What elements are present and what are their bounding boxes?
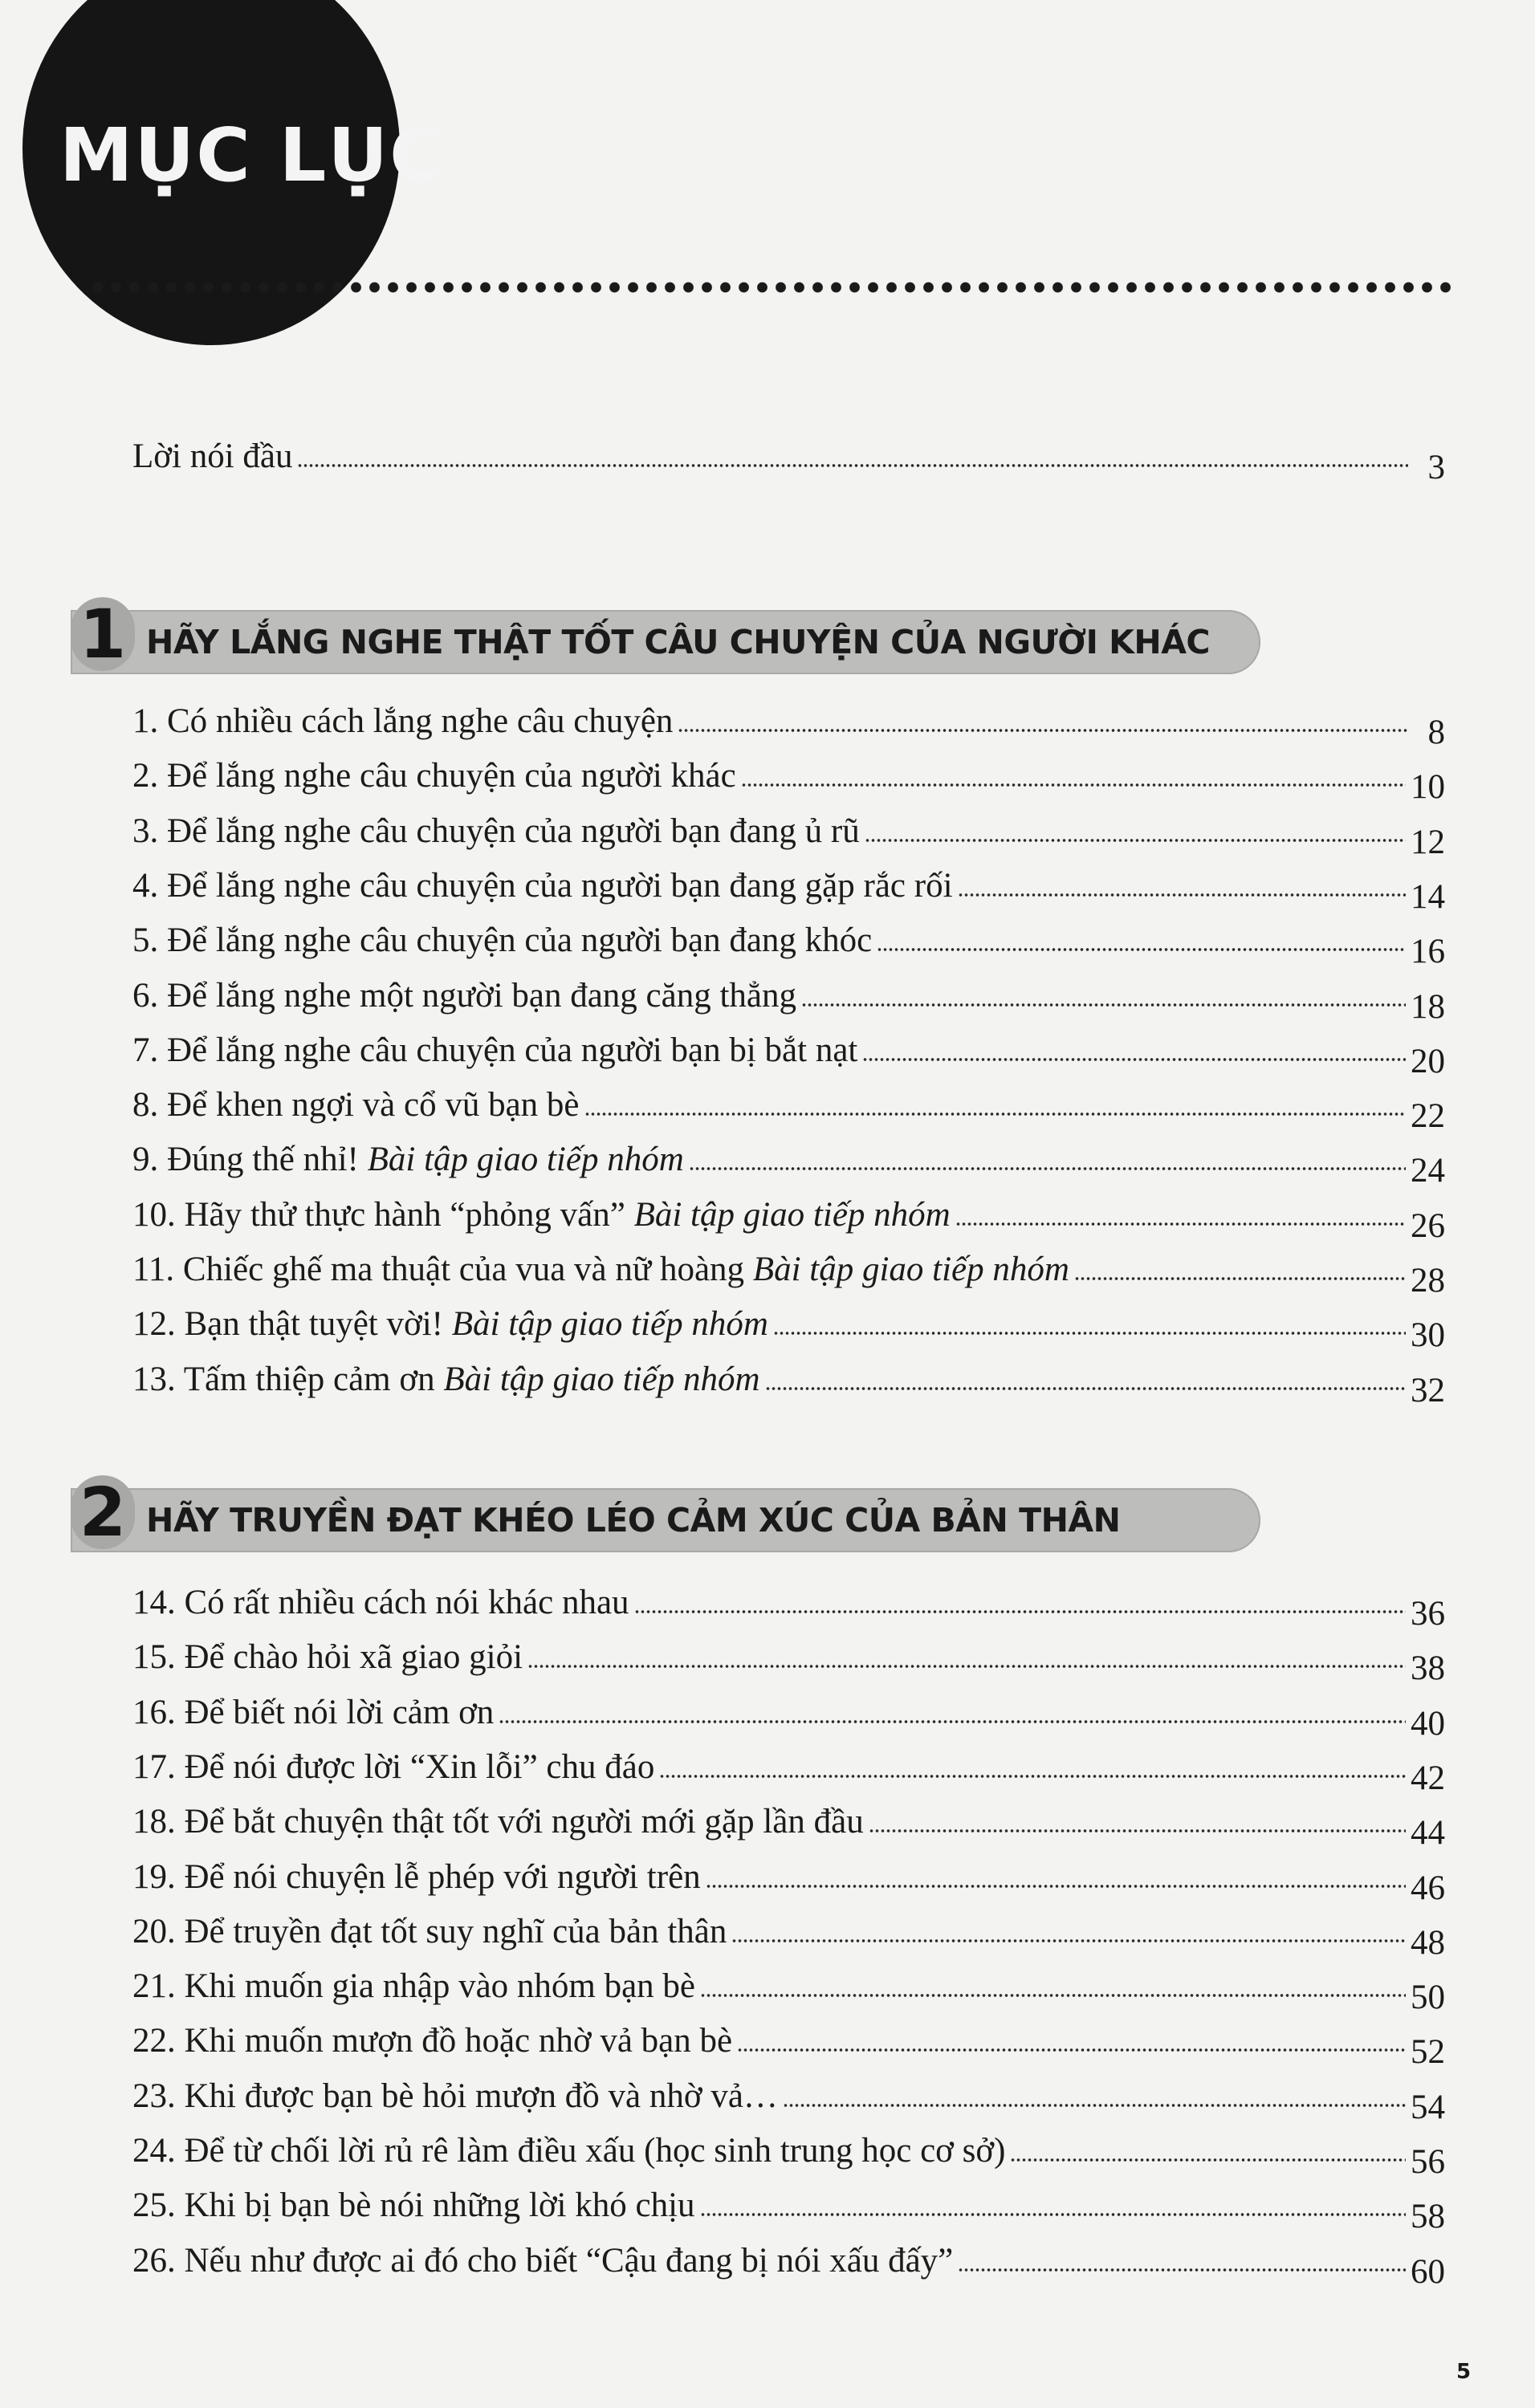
toc-entry — [132, 1846, 1445, 1907]
toc-title-text: 15. Để chào hỏi xã giao giỏi — [132, 1638, 523, 1677]
page-number: 5 — [1456, 2360, 1472, 2384]
dot-leader — [869, 1829, 1406, 1832]
section-title: HÃY LẮNG NGHE THẬT TỐT CÂU CHUYỆN CỦA NGƯỜI KHÁC — [146, 623, 1211, 661]
toc-entry — [132, 1901, 1445, 1962]
dot-leader — [634, 1610, 1406, 1613]
dot-leader — [801, 1003, 1406, 1007]
toc-entry — [132, 909, 1445, 971]
toc-title — [132, 759, 736, 793]
dot-leader — [584, 1112, 1406, 1116]
toc-entry — [132, 1293, 1445, 1355]
toc-title-text: 25. Khi bị bạn bè nói những lời khó chịu — [132, 2186, 695, 2225]
toc-title-text: 4. Để lắng nghe câu chuyện của người bạn đang gặp rắc rối — [132, 866, 953, 905]
dot-leader — [737, 2048, 1406, 2052]
dot-leader — [741, 783, 1406, 787]
toc-title-text: 9. Đúng thế nhỉ! — [132, 1141, 368, 1179]
toc-title-text: 3. Để lắng nghe câu chuyện của người bạn đang ủ rũ — [132, 811, 860, 850]
toc-page-number: 20 — [1411, 1042, 1445, 1080]
toc-page-number: 8 — [1427, 714, 1445, 751]
toc-title — [132, 2188, 695, 2223]
toc-entry — [132, 800, 1445, 861]
toc-title-note: Bài tập giao tiếp nhóm — [752, 1251, 1069, 1288]
toc-entry — [132, 2065, 1445, 2126]
toc-title-text: 2. Để lắng nghe câu chuyện của người khác — [132, 757, 736, 795]
dot-leader — [773, 1332, 1406, 1335]
section-title: HÃY TRUYỀN ĐẠT KHÉO LÉO CẢM XÚC CỦA BẢN THÂN — [146, 1501, 1121, 1540]
toc-entry — [132, 1019, 1445, 1080]
toc-title — [132, 1195, 951, 1234]
dot-leader — [499, 1720, 1406, 1723]
toc-title — [132, 1695, 494, 1730]
dot-leader — [958, 893, 1406, 897]
toc-entry — [132, 1184, 1445, 1245]
toc-title-note: Bài tập giao tiếp nhóm — [633, 1195, 951, 1234]
toc-page-number: 3 — [1427, 449, 1445, 486]
toc-title — [132, 1252, 1069, 1287]
toc-page-number: 36 — [1411, 1595, 1445, 1633]
page-title: MỤC LỤC — [59, 112, 446, 198]
toc-title-text: 11. Chiếc ghế ma thuật của vua và nữ hoàng — [132, 1251, 753, 1288]
toc-entry — [132, 965, 1445, 1026]
toc-page-number: 38 — [1411, 1649, 1445, 1688]
toc-title — [132, 923, 872, 958]
dot-leader — [955, 1222, 1406, 1226]
dot-leader — [731, 1939, 1406, 1942]
toc-title — [132, 2133, 1005, 2168]
toc-title-text: 23. Khi được bạn bè hỏi mượn đồ và nhờ vả… — [132, 2076, 778, 2115]
toc-entry — [132, 2120, 1445, 2181]
toc-title-text: 20. Để truyền đạt tốt suy nghĩ của bản thân — [132, 1912, 727, 1950]
toc-title — [132, 1086, 580, 1125]
toc-title-text: 10. Hãy thử thực hành “phỏng vấn” — [132, 1195, 634, 1234]
toc-page-number: 40 — [1411, 1704, 1445, 1743]
toc-title — [132, 1033, 857, 1068]
toc-page-number: 44 — [1411, 1814, 1445, 1853]
toc-page-number: 16 — [1411, 933, 1445, 971]
toc-title — [132, 1747, 655, 1786]
dot-leader — [958, 2268, 1406, 2272]
toc-preface — [132, 425, 1445, 486]
toc-title — [132, 2243, 953, 2278]
toc-entry — [132, 1626, 1445, 1688]
toc-entry — [132, 690, 1445, 751]
dotted-divider — [88, 278, 1453, 297]
dot-leader — [765, 1387, 1407, 1390]
dot-leader — [659, 1775, 1406, 1778]
dot-leader — [706, 1885, 1406, 1888]
section-number: 2 — [71, 1475, 135, 1549]
toc-page-number: 48 — [1411, 1923, 1445, 1962]
toc-title — [132, 1585, 629, 1620]
toc-page-number: 52 — [1411, 2033, 1445, 2072]
toc-title-text: 22. Khi muốn mượn đồ hoặc nhờ vả bạn bè — [132, 2022, 733, 2060]
toc-title — [132, 868, 953, 903]
toc-title — [132, 1914, 727, 1949]
toc-title — [132, 1804, 864, 1839]
toc-entry — [132, 1074, 1445, 1136]
dot-leader — [865, 839, 1406, 842]
toc-title-text: 21. Khi muốn gia nhập vào nhóm bạn bè — [132, 1967, 696, 2006]
dot-leader — [1010, 2158, 1406, 2162]
toc-entry — [132, 1129, 1445, 1190]
toc-page-number: 14 — [1411, 877, 1445, 916]
dot-leader — [297, 464, 1408, 467]
toc-page-number: 46 — [1411, 1869, 1445, 1907]
toc-title-note: Bài tập giao tiếp nhóm — [443, 1360, 760, 1398]
toc-title-text: 12. Bạn thật tuyệt vời! — [132, 1305, 452, 1344]
toc-title — [132, 1142, 684, 1177]
toc-entry — [132, 2230, 1445, 2291]
toc-title-text: 6. Để lắng nghe một người bạn đang căng thẳng — [132, 976, 797, 1015]
toc-entry — [132, 1791, 1445, 1853]
toc-title — [132, 978, 796, 1013]
toc-entry — [132, 2174, 1445, 2236]
dot-leader — [877, 948, 1406, 951]
toc-page-number: 30 — [1411, 1316, 1445, 1355]
toc-entry — [132, 745, 1445, 807]
toc-entry — [132, 1682, 1445, 1743]
toc-title — [132, 1305, 768, 1344]
toc-entry — [132, 1348, 1445, 1409]
toc-title-text: 17. Để nói được lời “Xin lỗi” chu đáo — [132, 1747, 655, 1786]
toc-page-number: 10 — [1411, 768, 1445, 807]
toc-title-text: 19. Để nói chuyện lễ phép với người trên — [132, 1857, 701, 1896]
dot-leader — [783, 2104, 1406, 2107]
dot-leader — [1074, 1277, 1406, 1280]
toc-title-text: 26. Nếu như được ai đó cho biết “Cậu đang bị nói xấu đấy” — [132, 2241, 954, 2280]
toc-page-number: 18 — [1411, 987, 1445, 1026]
toc-page-number: 28 — [1411, 1262, 1445, 1300]
toc-title-note: Bài tập giao tiếp nhóm — [451, 1305, 768, 1344]
toc-page-number: 58 — [1411, 2198, 1445, 2236]
toc-page-number: 42 — [1411, 1759, 1445, 1797]
toc-title-text: 24. Để từ chối lời rủ rê làm điều xấu (học sinh trung học cơ sở) — [132, 2132, 1006, 2170]
toc-title-text: 7. Để lắng nghe câu chuyện của người bạn bị bắt nạt — [132, 1031, 858, 1069]
toc-title — [132, 1362, 760, 1397]
dot-leader — [678, 729, 1408, 732]
dot-leader — [689, 1167, 1406, 1170]
dot-leader — [700, 1994, 1406, 1997]
dot-leader — [527, 1665, 1406, 1668]
dot-leader — [862, 1058, 1406, 1061]
toc-page-number: 12 — [1411, 823, 1445, 861]
section-number: 1 — [71, 597, 135, 671]
toc-page-number: 56 — [1411, 2143, 1445, 2181]
toc-entry — [132, 1736, 1445, 1797]
toc-page-number: 54 — [1411, 2088, 1445, 2126]
toc-title — [132, 1857, 701, 1896]
toc-entry — [132, 1572, 1445, 1633]
toc-title-text: 5. Để lắng nghe câu chuyện của người bạn đang khóc — [132, 921, 873, 960]
toc-title-note: Bài tập giao tiếp nhóm — [367, 1141, 684, 1179]
toc-title-text: 8. Để khen ngợi và cổ vũ bạn bè — [132, 1086, 580, 1125]
toc-title: Lời nói đầu — [132, 437, 293, 475]
toc-page-number: 32 — [1411, 1371, 1445, 1409]
toc-entry — [132, 855, 1445, 916]
toc-title-text: 13. Tấm thiệp cảm ơn — [132, 1360, 444, 1398]
toc-page-number: 22 — [1411, 1097, 1445, 1136]
toc-entry — [132, 2010, 1445, 2072]
toc-title — [132, 811, 860, 850]
toc-title-text: 14. Có rất nhiều cách nói khác nhau — [132, 1584, 629, 1621]
toc-entry — [132, 1955, 1445, 2017]
toc-page-number: 26 — [1411, 1206, 1445, 1245]
toc-title-text: 1. Có nhiều cách lắng nghe câu chuyện — [132, 702, 674, 740]
toc-page-number: 50 — [1411, 1979, 1445, 2017]
toc-title — [132, 2024, 732, 2058]
toc-page-number: 24 — [1411, 1152, 1445, 1190]
toc-title — [132, 704, 673, 738]
toc-title — [132, 1638, 523, 1677]
toc-page-number: 60 — [1411, 2252, 1445, 2291]
dot-leader — [700, 2213, 1406, 2216]
toc-entry — [132, 1239, 1445, 1300]
toc-title-text: 18. Để bắt chuyện thật tốt với người mới gặp lần đầu — [132, 1803, 864, 1841]
toc-title-text: 16. Để biết nói lời cảm ơn — [132, 1693, 495, 1731]
toc-title — [132, 2076, 778, 2115]
toc-title — [132, 1967, 696, 2006]
